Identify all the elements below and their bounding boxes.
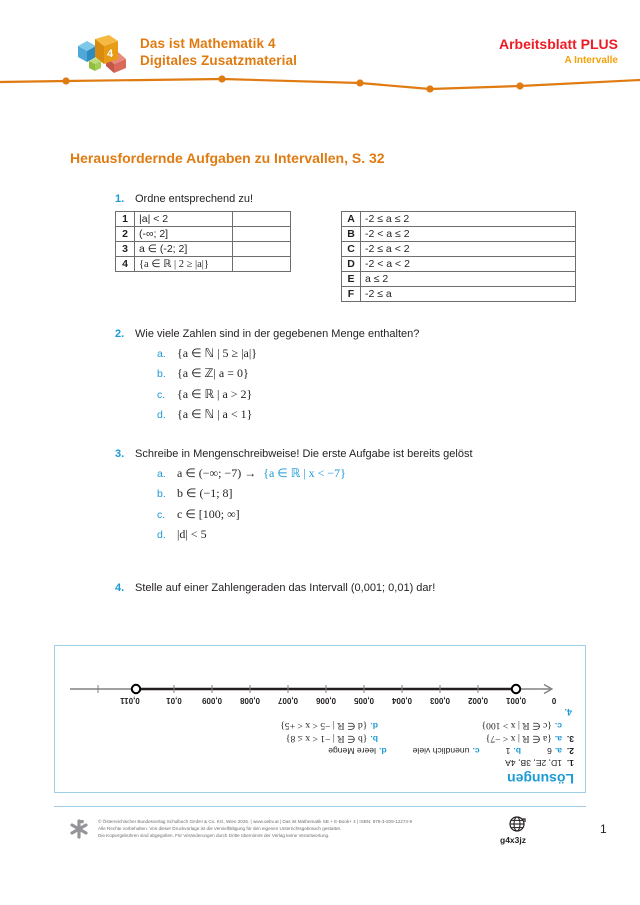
table-row — [342, 287, 576, 302]
row-value: -2 ≤ a — [361, 287, 576, 302]
svg-text:0,003: 0,003 — [429, 696, 451, 705]
row-value: -2 < a < 2 — [361, 257, 576, 272]
item-text: a ∈ (−∞; −7) → — [177, 465, 257, 480]
row-key: 4 — [116, 257, 135, 272]
solution-number: 4. — [564, 707, 572, 717]
list-item — [157, 527, 473, 542]
header-title-line-1: Das ist Mathematik 4 — [140, 36, 276, 51]
table-row — [116, 257, 291, 272]
solution-line — [280, 732, 562, 745]
row-key: B — [342, 227, 361, 242]
svg-text:0,006: 0,006 — [315, 696, 337, 705]
solution-row-3 — [64, 719, 574, 745]
list-item — [157, 407, 419, 422]
footer-line-1: © Österreichischer Bundesverlag Schulbuch GmbH & Co. KG, Wien 2025. | www.oebv.at | Das ist Mathematik SB + E-Book+ 4 | ISBN: 978-3-209-12274-9 — [98, 819, 413, 824]
exercise-2-items — [157, 346, 419, 423]
solutions-box — [54, 645, 586, 793]
footer-line-2: Alle Rechte vorbehalten. Von dieser Druckvorlage ist die Vervielfältigung für den eigenen Unterrichtsgebrauch gestattet. — [98, 826, 342, 832]
item-text: {a ∈ ℝ | a > 2} — [177, 386, 253, 401]
row-key: 2 — [116, 227, 135, 242]
exercise-4-number: 4. — [115, 582, 125, 594]
exercise-1-prompt: Ordne entsprechend zu! — [135, 193, 254, 205]
page-number: 1 — [600, 822, 607, 836]
exercise-1-heading — [115, 193, 253, 205]
solution-text: {b ∈ ℝ | −1 < x ≤ 8} — [285, 733, 368, 744]
solution-row-3-grid — [280, 719, 562, 745]
svg-text:0,005: 0,005 — [353, 696, 375, 705]
exercise-2-prompt: Wie viele Zahlen sind in der gegebenen Menge enthalten? — [135, 328, 420, 340]
decorative-zigzag-line — [0, 68, 640, 102]
solution-text: 6 — [547, 746, 552, 756]
solutions-title: Lösungen — [507, 771, 574, 787]
svg-text:0,001: 0,001 — [505, 696, 527, 705]
row-value: |a| < 2 — [135, 212, 233, 227]
exercise-2 — [115, 328, 419, 422]
solution-segment — [328, 745, 386, 757]
solution-text: 1D, 2E, 3B, 4A — [505, 758, 562, 768]
svg-text:0,007: 0,007 — [277, 696, 299, 705]
row-key: C — [342, 242, 361, 257]
item-text: |d| < 5 — [177, 527, 207, 541]
svg-text:0,009: 0,009 — [201, 696, 223, 705]
solution-number: 1. — [566, 758, 574, 768]
worksheet-type-label: Arbeitsblatt PLUS — [498, 36, 618, 52]
solution-letter: a. — [554, 746, 562, 756]
list-item — [157, 507, 473, 522]
list-item — [157, 466, 473, 481]
solution-letter: c. — [554, 721, 562, 731]
solution-text: {c ∈ ℝ | x > 100} — [481, 720, 552, 731]
table-row — [342, 212, 576, 227]
svg-text:0,011: 0,011 — [120, 696, 140, 705]
table-row — [116, 212, 291, 227]
solution-segment — [506, 745, 521, 757]
exercise-3-items — [157, 466, 473, 543]
item-letter: a. — [157, 347, 166, 360]
footer-line-3: Die Kopiergebühren sind abgegolten. Für Veränderungen durch Dritte übernimmt der Verlag keine Verantwortung. — [98, 833, 330, 839]
exercise-3 — [115, 448, 473, 542]
solution-segment — [413, 745, 480, 757]
exercise-2-number: 2. — [115, 328, 125, 340]
svg-text:0,002: 0,002 — [467, 696, 489, 705]
table-row — [342, 242, 576, 257]
list-item — [157, 346, 419, 361]
item-text: b ∈ (−1; 8] — [177, 486, 233, 500]
solution-segment — [286, 732, 378, 745]
solution-text: {d ∈ ℝ | −5 < x < +5} — [280, 720, 368, 731]
row-key: A — [342, 212, 361, 227]
solution-letter: d. — [370, 721, 378, 731]
exercise-3-heading — [115, 448, 473, 460]
page-title: Herausfordernde Aufgaben zu Intervallen, S. 32 — [70, 150, 385, 166]
solution-segment — [378, 732, 562, 745]
table-row — [342, 257, 576, 272]
solution-row-2 — [64, 745, 574, 757]
solution-text: leere Menge — [328, 746, 376, 756]
solution-segment — [547, 745, 562, 757]
exercise-4-heading — [115, 582, 435, 594]
row-value: a ≤ 2 — [361, 272, 576, 287]
table-row — [342, 227, 576, 242]
solution-number: 2. — [566, 746, 574, 756]
solution-letter: c. — [472, 746, 480, 756]
footer-copyright — [98, 818, 488, 840]
row-value: -2 < a ≤ 2 — [361, 227, 576, 242]
solution-segment — [280, 719, 378, 732]
asterisk-icon — [68, 818, 90, 840]
exercise-4 — [115, 582, 435, 594]
svg-text:4: 4 — [106, 48, 114, 60]
solution-numberline — [62, 673, 576, 707]
item-solution: {a ∈ ℝ | x < −7} — [263, 465, 346, 480]
solution-segment — [378, 719, 562, 732]
material-code[interactable]: g4x3jz — [500, 835, 526, 845]
exercise-1-right-table — [341, 211, 576, 302]
page-header — [0, 0, 640, 110]
exercise-3-number: 3. — [115, 448, 125, 460]
exercise-1 — [115, 193, 253, 205]
solution-line — [280, 719, 562, 732]
solution-number: 3. — [566, 734, 574, 744]
solution-letter: a. — [554, 734, 562, 744]
row-value: {a ∈ ℝ | 2 ≥ |a|} — [135, 257, 233, 272]
row-key: 3 — [116, 242, 135, 257]
item-text: {a ∈ ℕ | 5 ≥ |a|} — [177, 345, 258, 360]
header-title-block — [140, 36, 297, 69]
item-text: {a ∈ ℤ| a = 0} — [177, 366, 249, 380]
row-key: F — [342, 287, 361, 302]
row-key: 1 — [116, 212, 135, 227]
solution-text: 1 — [505, 746, 511, 756]
solution-segment — [505, 757, 562, 769]
solution-letter: b. — [370, 734, 378, 744]
row-answer-blank[interactable] — [233, 257, 291, 272]
row-key: E — [342, 272, 361, 287]
item-text: c ∈ [100; ∞] — [177, 506, 240, 521]
solution-text: {a ∈ ℝ | x < −7} — [485, 733, 552, 744]
item-letter: b. — [157, 488, 166, 500]
item-letter: c. — [157, 508, 166, 521]
list-item — [157, 486, 473, 501]
solution-letter: d. — [378, 746, 387, 756]
svg-text:0,01: 0,01 — [166, 696, 182, 705]
list-item — [157, 366, 419, 381]
row-key: D — [342, 257, 361, 272]
svg-text:0,008: 0,008 — [239, 696, 261, 705]
header-title-line-2: Digitales Zusatzmaterial — [140, 52, 297, 68]
list-item — [157, 387, 419, 402]
table-row — [116, 227, 291, 242]
row-value: -2 ≤ a ≤ 2 — [361, 212, 576, 227]
exercise-1-left-table — [115, 211, 291, 272]
svg-text:0,004: 0,004 — [391, 696, 413, 705]
solution-row-1 — [64, 757, 574, 769]
item-letter: d. — [157, 529, 166, 541]
footer-divider — [54, 806, 586, 807]
table-row — [342, 272, 576, 287]
row-answer-blank[interactable] — [233, 212, 291, 227]
row-answer-blank[interactable] — [233, 242, 291, 257]
item-letter: a. — [157, 467, 166, 480]
exercise-4-prompt: Stelle auf einer Zahlengeraden das Intervall (0,001; 0,01) dar! — [135, 582, 436, 594]
solution-letter: b. — [513, 746, 522, 756]
item-text: {a ∈ ℕ | a < 1} — [177, 407, 253, 421]
worksheet-topic-label: A Intervalle — [564, 55, 618, 66]
row-answer-blank[interactable] — [233, 227, 291, 242]
solution-text: unendlich viele — [412, 746, 470, 756]
header-badge — [499, 36, 618, 67]
row-value: (-∞; 2] — [135, 227, 233, 242]
item-letter: d. — [157, 409, 166, 421]
item-letter: b. — [157, 368, 166, 380]
solutions-content-rotated — [55, 646, 585, 792]
exercise-3-prompt: Schreibe in Mengenschreibweise! Die erste Aufgabe ist bereits gelöst — [135, 448, 473, 460]
table-row — [116, 242, 291, 257]
item-letter: c. — [157, 388, 166, 401]
row-value: a ∈ (-2; 2] — [135, 242, 233, 257]
svg-text:0: 0 — [551, 696, 557, 705]
exercise-2-heading — [115, 328, 419, 340]
solution-numberline-wrapper — [64, 677, 576, 717]
exercise-1-number: 1. — [115, 193, 125, 205]
globe-icon — [508, 815, 526, 833]
row-value: -2 ≤ a < 2 — [361, 242, 576, 257]
